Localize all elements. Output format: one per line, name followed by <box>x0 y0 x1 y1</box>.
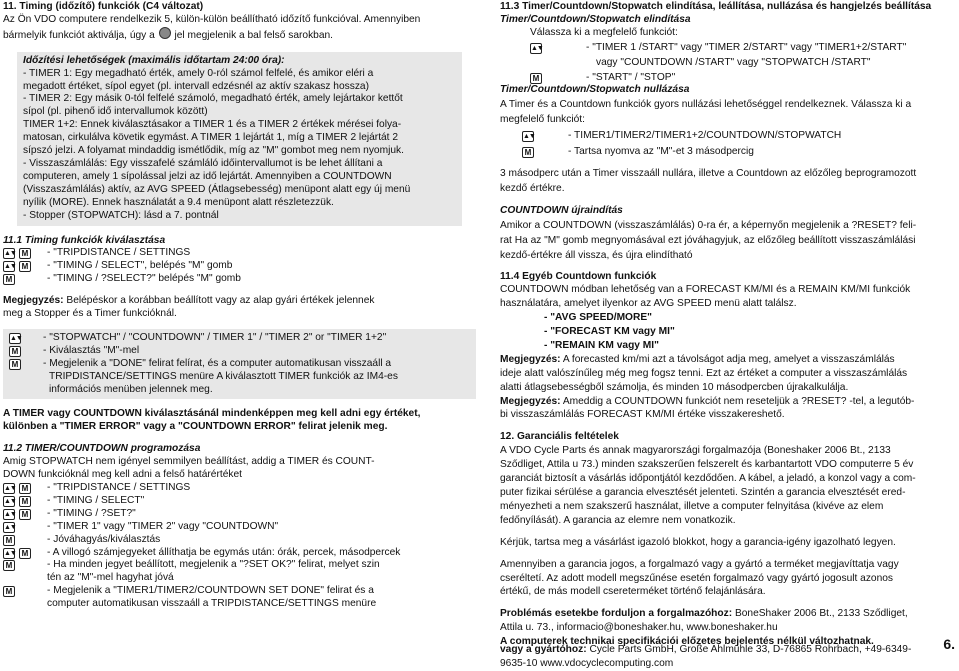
intro-line: Az Ön VDO computere rendelkezik 5, külön-külön beállítható időzítő funkcióval. Amennyiben <box>3 13 421 25</box>
up-down-icon: ▲▼ <box>4 263 16 271</box>
step-row <box>3 247 476 260</box>
up-down-icon: ▲▼ <box>4 485 16 492</box>
intro-line: bármelyik funkciót aktiválja, úgy a jel megjelenik a bal felső sarokban. <box>3 27 476 43</box>
box-line: (Visszaszámlálás) aktív, az AVG SPEED (Átlagsebesség) menüpont alatt egy új menü <box>23 183 411 195</box>
body-line: értékű, de más modell csereterméket történő felajánlására. <box>500 586 766 598</box>
step-text: - Kiválasztás "M"-mel <box>43 344 140 356</box>
body-line: bi visszaszámlálás FORECAST KM/MI értéke visszakereshető. <box>500 409 785 421</box>
up-down-icon: ▲▼ <box>4 497 16 505</box>
up-down-icon: ▲▼ <box>523 133 535 141</box>
step-row <box>3 273 476 286</box>
step-row <box>9 358 470 371</box>
body-line: garanciát biztosít a vásárlás időpontjától kezdődően. A kábel, a jeladó, a konzol vagy a com- <box>500 473 916 485</box>
body-line: megfelelő funkciót: <box>500 114 585 126</box>
box-line: nyílik (MORE). Ennek használatát a 9.4 menüpont alatt részletezzük. <box>23 196 334 208</box>
body-line: alatti átlagsebességből számolja, és minden 10 másodpercben újrakalkulálja. <box>500 381 849 393</box>
body-line: A VDO Cycle Parts és annak magyarországi forgalmazója (Boneshaker 2006 Bt., 2133 <box>500 445 891 457</box>
step-row <box>3 495 476 508</box>
section-11-heading: 11. Timing (időzítő) funkciók (C4 változat) <box>3 1 204 12</box>
step-row <box>3 508 476 521</box>
timer-indicator-icon <box>159 27 171 39</box>
step-text: - "TIMER 1 /START" vagy "TIMER 2/START" vagy "TIMER1+2/START" <box>586 41 907 53</box>
m-button-icon: M <box>3 560 15 571</box>
step-text: - "TIMING / ?SELECT?" belépés "M" gomb <box>47 273 241 285</box>
subheading: Timer/Countdown/Stopwatch nullázása <box>500 84 690 96</box>
body-line: fedőnyílását). A garancia az elemre nem vonatkozik. <box>500 514 736 526</box>
m-button-icon: M <box>19 261 31 272</box>
body-line: 3 másodperc után a Timer visszaáll nullára, illetve a Countdown az előzőleg beprogramozott <box>500 167 917 179</box>
m-button-icon: M <box>19 496 31 507</box>
box-title: Időzítési lehetőségek (maximális időtartam 24:00 óra): <box>23 54 285 66</box>
section-11-4-heading: 11.4 Egyéb Countdown funkciók <box>500 271 657 283</box>
m-button-icon: M <box>19 248 31 259</box>
body-line: használatára, amelyet ilyenkor az AVG SPEED menü alatt találsz. <box>500 298 797 310</box>
step-row <box>500 42 956 55</box>
body-line: kezdő értékre. <box>500 182 565 194</box>
step-text: információs menüben jelennek meg. <box>49 383 213 395</box>
m-button-icon: M <box>9 359 21 370</box>
up-down-icon: ▲▼ <box>4 549 16 557</box>
box-line: megadott értéket, sípol egyet (pl. intervall edzésnél az aktív szakasz hossza) <box>23 80 369 92</box>
body-line: cseréltetí. Az adott modell megszűnése esetén forgalmazó vagy gyártó jogosult azonos <box>500 572 894 584</box>
step-text: - Tartsa nyomva az "M"-et 3 másodpercig <box>568 146 754 158</box>
menu-option: - "FORECAST KM vagy MI" <box>544 326 675 338</box>
box-line: matosan, cirkulálva követik egymást. A TIMER 1 lejártát 1, míg a TIMER 2 lejártát 2 <box>23 132 399 144</box>
m-button-icon: M <box>19 509 31 520</box>
step-text: - "TIMING / ?SET?" <box>47 507 136 519</box>
m-button-icon: M <box>19 483 31 494</box>
step-row <box>3 260 476 273</box>
up-down-icon: ▲▼ <box>4 250 16 258</box>
body-line: Sződliget, Attila u 73.) minden szakszerűen felszerelt és karbantartott VDO computerre 5 év <box>500 459 914 471</box>
step-text: - "TIMING / SELECT", belépés "M" gomb <box>47 260 233 272</box>
m-button-icon: M <box>530 73 542 84</box>
step-text: vagy "COUNTDOWN /START" vagy "STOPWATCH /START" <box>596 56 871 68</box>
step-text: - "TRIPDISTANCE / SETTINGS <box>47 482 191 493</box>
section-11-2-heading: 11.2 TIMER/COUNTDOWN programozása <box>3 443 201 455</box>
selection-box <box>3 329 476 400</box>
body-line: Amennyiben a garancia jogos, a forgalmazó vagy a gyártó a terméket megjavíttatja vagy <box>500 558 899 570</box>
section-11-3-heading: 11.3 Timer/Countdown/Stopwatch elindítása, leállítása, nullázása és hangjelzés beállítása <box>500 1 932 12</box>
step-text: - "TIMING / SELECT" <box>47 494 145 506</box>
step-text: - Megjelenik a "TIMER1/TIMER2/COUNTDOWN SET DONE" felirat és a <box>47 585 374 597</box>
box-line: TIMER 1+2: Ennek kiválasztásakor a TIMER 1 és a TIMER 2 értékek mérései folya- <box>23 119 402 131</box>
box-line: - Stopper (STOPWATCH): lásd a 7. pontnál <box>23 209 219 221</box>
note-line: Megjegyzés: A forecasted km/mi azt a távolságot adja meg, amelyet a visszaszámlálás <box>500 353 895 365</box>
note-line: Megjegyzés: Ameddig a COUNTDOWN funkciót nem reseteljük a ?RESET? -tel, a legutób- <box>500 395 915 407</box>
step-text: - Ha minden jegyet beállított, megjelenik a "?SET OK?" felirat, melyet szin <box>47 559 380 571</box>
body-line: Amikor a COUNTDOWN (visszaszámlálás) 0-ra ér, a képernyőn megjelenik a ?RESET? feli- <box>500 219 917 231</box>
step-text: - "STOPWATCH" / "COUNTDOWN" / TIMER 1" / "TIMER 2" or "TIMER 1+2" <box>43 331 387 343</box>
body-line: Amig STOPWATCH nem igényel semmilyen beállítást, addig a TIMER és COUNT- <box>3 456 375 468</box>
up-down-icon: ▲▼ <box>531 44 543 52</box>
step-row <box>9 332 470 345</box>
step-text: - A villogó számjegyeket állíthatja be egymás után: órák, percek, másodpercek <box>47 546 401 558</box>
step-text: - TIMER1/TIMER2/TIMER1+2/COUNTDOWN/STOPWATCH <box>568 130 842 142</box>
note-line: meg a Stopper és a Timer funkcióknál. <box>3 308 177 320</box>
up-down-icon: ▲▼ <box>4 523 16 531</box>
left-column <box>3 1 476 611</box>
step-row <box>500 146 956 159</box>
body-line: A Timer és a Countdown funkciók gyors nullázási lehetőséggel rendelkeznek. Válassza ki a <box>500 99 912 111</box>
box-line: - TIMER 1: Egy megadható érték, amely 0-ról számol felfelé, és amikor eléri a <box>23 67 374 79</box>
step-row <box>3 547 476 560</box>
up-down-icon: ▲▼ <box>10 334 22 342</box>
step-text: - "START" / "STOP" <box>586 71 676 83</box>
step-row <box>3 521 476 534</box>
contact-line: Attila u. 73., informacio@boneshaker.hu, www.boneshaker.hu <box>500 622 778 634</box>
up-down-icon: ▲▼ <box>4 510 16 518</box>
body-line: COUNTDOWN módban lehetőség van a FORECAST KM/MI és a REMAIN KM/MI funkciók <box>500 284 911 296</box>
body-line: Kérjük, tartsa meg a vásárlást igazoló blokkot, hogy a garancia-igény igazolható legyen. <box>500 536 896 548</box>
warning-line: különben a "TIMER ERROR" vagy a "COUNTDOWN ERROR" felirat jelenik meg. <box>3 421 388 433</box>
contact-line: 9635-10 www.vdocyclecomputing.com <box>500 658 674 670</box>
step-row <box>3 559 476 572</box>
step-text: TRIPDISTANCE/SETTINGS menüre A kiválasztott TIMER funkciók az IM4-es <box>49 370 398 382</box>
subheading: Timer/Countdown/Stopwatch elindítása <box>500 13 691 25</box>
step-text: - "TIMER 1" vagy "TIMER 2" vagy "COUNTDOWN" <box>47 520 279 532</box>
body-line: DOWN funkcióknál meg kell adni a felső határértéket <box>3 469 242 481</box>
m-button-icon: M <box>9 346 21 357</box>
step-row <box>3 482 476 495</box>
body-line: rat Ha az "M" gomb megnyomásával ezt jóváhagyjuk, az előzőleg beállított visszaszámlálási <box>500 234 916 246</box>
step-text: computer automatikusan visszaáll a TRIPDISTANCE/SETTINGS menüre <box>47 598 377 610</box>
m-button-icon: M <box>522 147 534 158</box>
body-line: kezdő-értékre áll vissza, és újra elindítható <box>500 249 693 261</box>
subheading: COUNTDOWN újraindítás <box>500 204 623 216</box>
m-button-icon: M <box>3 535 15 546</box>
note-line: Megjegyzés: Belépéskor a korábban beállított vagy az alap gyári értékek jelennek <box>3 295 375 307</box>
menu-option: - "AVG SPEED/MORE" <box>544 312 652 324</box>
disclaimer: A computerek technikai specifikációi előzetes bejelentés nélkül változhatnak. <box>500 636 874 648</box>
step-text: tén az "M"-mel hagyhat jóvá <box>47 572 174 584</box>
menu-option: - "REMAIN KM vagy MI" <box>544 339 659 351</box>
box-line: sípszó jelzi. A folyamat mindaddig ismétlődik, míg az "M" gombot meg nem nyomjuk. <box>23 145 404 157</box>
body-line: ményezheti a nem szakszerű használat, illetve a computer felnyitása (kivéve az elem <box>500 500 884 512</box>
m-button-icon: M <box>3 274 15 285</box>
step-row <box>500 72 956 85</box>
body-line: puter fizikai sérülése a garancia elvesztését jelenteti. Szintén a garancia elvesztését ered- <box>500 487 906 498</box>
step-row <box>500 130 956 143</box>
box-line: computeren, amely 1 sípolással jelzi az idő lejártát. Amennyiben a COUNTDOWN <box>23 170 392 182</box>
step-row <box>3 585 476 598</box>
section-11-1-heading: 11.1 Timing funkciók kiválasztása <box>3 234 166 246</box>
contact-line: Problémás esetekbe forduljon a forgalmazóhoz: BoneShaker 2006 Bt., 2133 Sződliget, <box>500 608 908 620</box>
m-button-icon: M <box>3 586 15 597</box>
body-line: ideje alatt valószínűleg még meg fogsz tenni. Ezt az értéket a computer a visszaszámlálás <box>500 367 908 379</box>
section-12-heading: 12. Garanciális feltételek <box>500 431 619 443</box>
box-line: - Visszaszámlálás: Egy visszafelé számláló időintervallumot is be lehet állítani a <box>23 157 383 169</box>
step-text: - Megjelenik a "DONE" felirat felírat, és a computer automatikusan visszaáll a <box>43 357 392 369</box>
step-row <box>3 534 476 547</box>
step-row <box>9 345 470 358</box>
right-column <box>500 1 956 671</box>
warning-line: A TIMER vagy COUNTDOWN kiválasztásánál mindenképpen meg kell adni egy értéket, <box>3 408 421 420</box>
box-line: - TIMER 2: Egy másik 0-tól felfelé számoló, megadható érték, amely lejártakor kettőt <box>23 93 403 105</box>
step-text: - Jóváhagyás/kiválasztás <box>47 533 161 545</box>
page-number: 6. <box>943 636 955 653</box>
box-line: sípol (pl. pihenő idő intervallumok között) <box>23 106 208 118</box>
body-line: Válassza ki a megfelelő funkciót: <box>530 26 678 38</box>
timing-options-box <box>17 52 462 226</box>
contact-line: vagy a gyártóhoz: Cycle Parts GmbH, Große Ahlmühle 33, D-76865 Rohrbach, +49-6349- <box>500 644 912 656</box>
step-text: - "TRIPDISTANCE / SETTINGS <box>47 247 191 259</box>
m-button-icon: M <box>19 548 31 559</box>
